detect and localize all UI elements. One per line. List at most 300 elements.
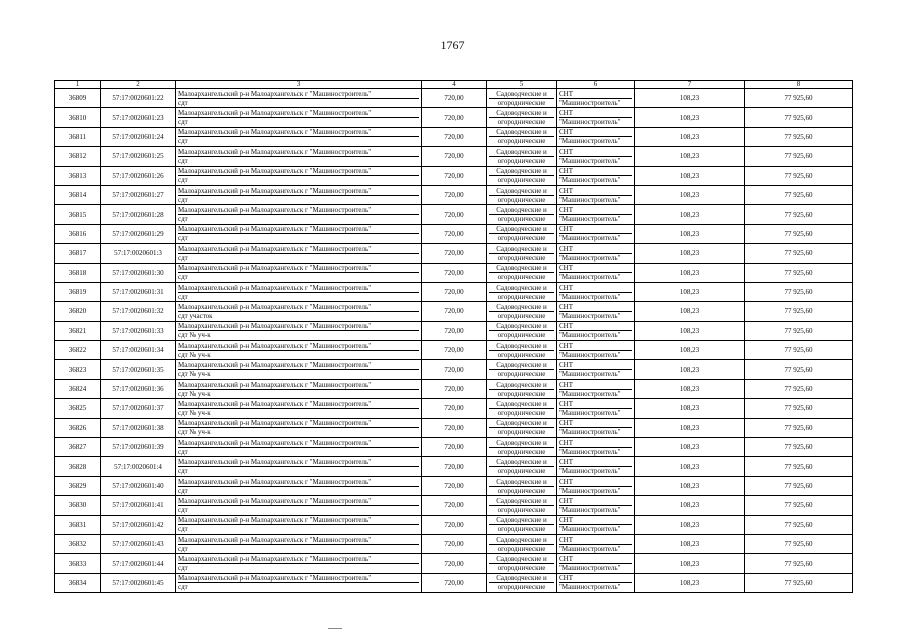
- land-use-cell: [487, 108, 557, 127]
- header-cell: 7: [635, 81, 745, 89]
- land-use-line-2: огороднические: [497, 370, 546, 379]
- rate-value: 108,23: [635, 379, 745, 398]
- address-cell: [176, 457, 422, 476]
- owner-cell: [557, 302, 635, 321]
- owner-line-1: СНТ: [559, 128, 632, 137]
- land-use-line-2: огороднические: [497, 544, 546, 553]
- row-number: 36829: [55, 476, 101, 495]
- address-line: Малоархангельский р-н Малоархангельск г "Машиностроитель": [178, 574, 419, 583]
- table-row: [55, 321, 853, 340]
- address-detail: сдт: [178, 137, 188, 146]
- land-use-line-1: Садоводческие и: [489, 478, 554, 487]
- owner-cell: [557, 438, 635, 457]
- address-detail: сдт № уч-к: [178, 408, 211, 417]
- owner-line-2: "Машиностроитель": [559, 273, 621, 282]
- table-row: [55, 418, 853, 437]
- row-number: 36831: [55, 515, 101, 534]
- cadastral-number: 57:17:0020601:35: [101, 360, 176, 379]
- area-value: 720,00: [422, 127, 487, 146]
- table-row: [55, 554, 853, 573]
- land-use-line-2: огороднические: [497, 253, 546, 262]
- land-use-line-2: огороднические: [497, 176, 546, 185]
- owner-cell: [557, 341, 635, 360]
- owner-line-1: СНТ: [559, 342, 632, 351]
- land-use-line-2: огороднические: [497, 195, 546, 204]
- rate-value: 108,23: [635, 360, 745, 379]
- land-use-cell: [487, 185, 557, 204]
- rate-value: 108,23: [635, 515, 745, 534]
- owner-line-1: СНТ: [559, 419, 632, 428]
- cadastral-value: 77 925,60: [745, 360, 853, 379]
- land-use-line-1: Садоводческие и: [489, 322, 554, 331]
- area-value: 720,00: [422, 166, 487, 185]
- owner-line-1: СНТ: [559, 187, 632, 196]
- owner-line-2: "Машиностроитель": [559, 408, 621, 417]
- owner-line-1: СНТ: [559, 478, 632, 487]
- header-cell: 2: [101, 81, 176, 89]
- address-line: Малоархангельский р-н Малоархангельск г "Машиностроитель": [178, 167, 419, 176]
- cadastral-value: 77 925,60: [745, 554, 853, 573]
- land-use-cell: [487, 457, 557, 476]
- header-row: [55, 81, 853, 89]
- area-value: 720,00: [422, 573, 487, 592]
- cadastral-number: 57:17:0020601:26: [101, 166, 176, 185]
- row-number: 36822: [55, 341, 101, 360]
- owner-line-1: СНТ: [559, 284, 632, 293]
- area-value: 720,00: [422, 224, 487, 243]
- cadastral-value: 77 925,60: [745, 263, 853, 282]
- rate-value: 108,23: [635, 438, 745, 457]
- area-value: 720,00: [422, 399, 487, 418]
- owner-line-1: СНТ: [559, 322, 632, 331]
- owner-line-1: СНТ: [559, 516, 632, 525]
- cadastral-value: 77 925,60: [745, 534, 853, 553]
- address-detail: сдт: [178, 215, 188, 224]
- address-cell: [176, 244, 422, 263]
- cadastral-number: 57:17:0020601:42: [101, 515, 176, 534]
- row-number: 36818: [55, 263, 101, 282]
- address-detail: сдт: [178, 118, 188, 127]
- address-detail: сдт: [178, 525, 188, 534]
- cadastral-number: 57:17:0020601:45: [101, 573, 176, 592]
- land-use-line-2: огороднические: [497, 389, 546, 398]
- land-use-line-1: Садоводческие и: [489, 284, 554, 293]
- land-use-cell: [487, 205, 557, 224]
- address-detail: сдт № уч-к: [178, 389, 211, 398]
- owner-line-1: СНТ: [559, 400, 632, 409]
- address-detail: сдт: [178, 273, 188, 282]
- address-detail: сдт: [178, 486, 188, 495]
- cadastral-number: 57:17:0020601:33: [101, 321, 176, 340]
- land-use-line-1: Садоводческие и: [489, 148, 554, 157]
- land-use-line-1: Садоводческие и: [489, 90, 554, 99]
- owner-line-1: СНТ: [559, 497, 632, 506]
- address-detail: сдт: [178, 253, 188, 262]
- table-row: [55, 224, 853, 243]
- cadastral-value: 77 925,60: [745, 166, 853, 185]
- owner-cell: [557, 147, 635, 166]
- table-row: [55, 573, 853, 592]
- owner-cell: [557, 573, 635, 592]
- address-line: Малоархангельский р-н Малоархангельск г "Машиностроитель": [178, 284, 419, 293]
- header-cell: 1: [55, 81, 101, 89]
- table-row: [55, 263, 853, 282]
- cadastral-number: 57:17:0020601:40: [101, 476, 176, 495]
- address-line: Малоархангельский р-н Малоархангельск г "Машиностроитель": [178, 109, 419, 118]
- address-detail: сдт № уч-к: [178, 331, 211, 340]
- address-detail: сдт № уч-к: [178, 428, 211, 437]
- area-value: 720,00: [422, 496, 487, 515]
- land-use-line-2: огороднические: [497, 331, 546, 340]
- land-use-line-1: Садоводческие и: [489, 458, 554, 467]
- land-use-line-2: огороднические: [497, 215, 546, 224]
- land-use-line-1: Садоводческие и: [489, 264, 554, 273]
- row-number: 36814: [55, 185, 101, 204]
- rate-value: 108,23: [635, 282, 745, 301]
- cadastral-value: 77 925,60: [745, 127, 853, 146]
- land-use-line-2: огороднические: [497, 408, 546, 417]
- land-use-line-1: Садоводческие и: [489, 419, 554, 428]
- land-use-cell: [487, 302, 557, 321]
- area-value: 720,00: [422, 360, 487, 379]
- owner-line-2: "Машиностроитель": [559, 467, 621, 476]
- area-value: 720,00: [422, 534, 487, 553]
- rate-value: 108,23: [635, 244, 745, 263]
- row-number: 36819: [55, 282, 101, 301]
- cadastral-value: 77 925,60: [745, 341, 853, 360]
- owner-line-1: СНТ: [559, 206, 632, 215]
- land-use-line-1: Садоводческие и: [489, 400, 554, 409]
- rate-value: 108,23: [635, 457, 745, 476]
- header-cell: 3: [176, 81, 422, 89]
- area-value: 720,00: [422, 147, 487, 166]
- owner-line-1: СНТ: [559, 148, 632, 157]
- address-line: Малоархангельский р-н Малоархангельск г "Машиностроитель": [178, 555, 419, 564]
- cadastral-value: 77 925,60: [745, 108, 853, 127]
- address-cell: [176, 282, 422, 301]
- owner-line-2: "Машиностроитель": [559, 292, 621, 301]
- rate-value: 108,23: [635, 321, 745, 340]
- cadastral-number: 57:17:0020601:41: [101, 496, 176, 515]
- area-value: 720,00: [422, 476, 487, 495]
- row-number: 36827: [55, 438, 101, 457]
- land-use-cell: [487, 263, 557, 282]
- owner-line-2: "Машиностроитель": [559, 253, 621, 262]
- land-use-line-1: Садоводческие и: [489, 381, 554, 390]
- land-use-line-1: Садоводческие и: [489, 303, 554, 312]
- address-line: Малоархангельский р-н Малоархангельск г "Машиностроитель": [178, 361, 419, 370]
- owner-line-1: СНТ: [559, 381, 632, 390]
- rate-value: 108,23: [635, 418, 745, 437]
- address-detail: сдт: [178, 98, 188, 107]
- owner-line-1: СНТ: [559, 245, 632, 254]
- land-use-line-1: Садоводческие и: [489, 342, 554, 351]
- land-use-line-2: огороднические: [497, 583, 546, 592]
- address-line: Малоархангельский р-н Малоархангельск г "Машиностроитель": [178, 187, 419, 196]
- land-use-cell: [487, 496, 557, 515]
- address-detail: сдт № уч-к: [178, 370, 211, 379]
- area-value: 720,00: [422, 205, 487, 224]
- rate-value: 108,23: [635, 185, 745, 204]
- owner-line-2: "Машиностроитель": [559, 428, 621, 437]
- land-use-cell: [487, 282, 557, 301]
- address-line: Малоархангельский р-н Малоархангельск г "Машиностроитель": [178, 478, 419, 487]
- owner-line-2: "Машиностроитель": [559, 137, 621, 146]
- rate-value: 108,23: [635, 534, 745, 553]
- cadastral-value: 77 925,60: [745, 418, 853, 437]
- table-row: [55, 205, 853, 224]
- owner-cell: [557, 360, 635, 379]
- address-detail: сдт № уч-к: [178, 350, 211, 359]
- table-row: [55, 379, 853, 398]
- land-use-line-2: огороднические: [497, 234, 546, 243]
- rate-value: 108,23: [635, 224, 745, 243]
- land-use-line-1: Садоводческие и: [489, 128, 554, 137]
- address-detail: сдт: [178, 234, 188, 243]
- owner-line-1: СНТ: [559, 574, 632, 583]
- owner-cell: [557, 185, 635, 204]
- address-line: Малоархангельский р-н Малоархангельск г "Машиностроитель": [178, 342, 419, 351]
- rate-value: 108,23: [635, 341, 745, 360]
- area-value: 720,00: [422, 341, 487, 360]
- row-number: 36828: [55, 457, 101, 476]
- land-use-cell: [487, 147, 557, 166]
- owner-line-2: "Машиностроитель": [559, 370, 621, 379]
- land-use-cell: [487, 573, 557, 592]
- address-cell: [176, 302, 422, 321]
- cadastral-number: 57:17:0020601:23: [101, 108, 176, 127]
- rate-value: 108,23: [635, 166, 745, 185]
- header-cell: 4: [422, 81, 487, 89]
- land-use-line-1: Садоводческие и: [489, 245, 554, 254]
- cadastral-value: 77 925,60: [745, 573, 853, 592]
- address-cell: [176, 89, 422, 108]
- owner-line-2: "Машиностроитель": [559, 176, 621, 185]
- table-row: [55, 282, 853, 301]
- address-cell: [176, 476, 422, 495]
- owner-cell: [557, 379, 635, 398]
- table-row: [55, 515, 853, 534]
- table-row: [55, 457, 853, 476]
- scan-mark: [328, 628, 342, 629]
- land-use-line-1: Садоводческие и: [489, 555, 554, 564]
- row-number: 36811: [55, 127, 101, 146]
- header-cell: 8: [745, 81, 853, 89]
- land-use-cell: [487, 399, 557, 418]
- area-value: 720,00: [422, 379, 487, 398]
- table-row: [55, 244, 853, 263]
- cadastral-number: 57:17:0020601:22: [101, 89, 176, 108]
- row-number: 36824: [55, 379, 101, 398]
- land-use-line-2: огороднические: [497, 525, 546, 534]
- address-cell: [176, 534, 422, 553]
- area-value: 720,00: [422, 302, 487, 321]
- land-use-cell: [487, 321, 557, 340]
- land-use-line-2: огороднические: [497, 118, 546, 127]
- address-line: Малоархангельский р-н Малоархангельск г "Машиностроитель": [178, 206, 419, 215]
- owner-line-2: "Машиностроитель": [559, 389, 621, 398]
- land-use-line-1: Садоводческие и: [489, 574, 554, 583]
- cadastral-number: 57:17:0020601:27: [101, 185, 176, 204]
- land-use-cell: [487, 224, 557, 243]
- owner-cell: [557, 476, 635, 495]
- table-row: [55, 108, 853, 127]
- land-use-line-2: огороднические: [497, 350, 546, 359]
- header-cell: 5: [487, 81, 557, 89]
- cadastral-number: 57:17:0020601:39: [101, 438, 176, 457]
- address-cell: [176, 263, 422, 282]
- owner-cell: [557, 457, 635, 476]
- cadastral-number: 57:17:0020601:34: [101, 341, 176, 360]
- address-cell: [176, 166, 422, 185]
- address-detail: сдт: [178, 176, 188, 185]
- land-use-line-1: Садоводческие и: [489, 109, 554, 118]
- address-cell: [176, 515, 422, 534]
- owner-line-1: СНТ: [559, 303, 632, 312]
- land-use-cell: [487, 476, 557, 495]
- owner-cell: [557, 496, 635, 515]
- row-number: 36833: [55, 554, 101, 573]
- row-number: 36809: [55, 89, 101, 108]
- owner-line-2: "Машиностроитель": [559, 311, 621, 320]
- land-use-line-2: огороднические: [497, 292, 546, 301]
- rate-value: 108,23: [635, 302, 745, 321]
- address-cell: [176, 108, 422, 127]
- address-line: Малоархангельский р-н Малоархангельск г "Машиностроитель": [178, 400, 419, 409]
- land-use-line-1: Садоводческие и: [489, 439, 554, 448]
- owner-line-2: "Машиностроитель": [559, 447, 621, 456]
- row-number: 36826: [55, 418, 101, 437]
- land-use-line-1: Садоводческие и: [489, 206, 554, 215]
- land-use-line-1: Садоводческие и: [489, 167, 554, 176]
- address-cell: [176, 147, 422, 166]
- land-use-line-2: огороднические: [497, 447, 546, 456]
- address-detail: сдт: [178, 467, 188, 476]
- table-row: [55, 341, 853, 360]
- register-table: [54, 80, 853, 593]
- land-use-cell: [487, 360, 557, 379]
- area-value: 720,00: [422, 554, 487, 573]
- owner-cell: [557, 108, 635, 127]
- table-row: [55, 438, 853, 457]
- area-value: 720,00: [422, 244, 487, 263]
- owner-cell: [557, 224, 635, 243]
- area-value: 720,00: [422, 438, 487, 457]
- table-row: [55, 89, 853, 108]
- cadastral-value: 77 925,60: [745, 321, 853, 340]
- land-use-line-2: огороднические: [497, 505, 546, 514]
- cadastral-value: 77 925,60: [745, 89, 853, 108]
- rate-value: 108,23: [635, 147, 745, 166]
- owner-line-2: "Машиностроитель": [559, 215, 621, 224]
- owner-line-2: "Машиностроитель": [559, 331, 621, 340]
- row-number: 36810: [55, 108, 101, 127]
- row-number: 36821: [55, 321, 101, 340]
- owner-line-2: "Машиностроитель": [559, 505, 621, 514]
- cadastral-number: 57:17:0020601:4: [101, 457, 176, 476]
- owner-line-2: "Машиностроитель": [559, 544, 621, 553]
- address-detail: сдт: [178, 583, 188, 592]
- table-row: [55, 185, 853, 204]
- owner-line-2: "Машиностроитель": [559, 486, 621, 495]
- address-line: Малоархангельский р-н Малоархангельск г "Машиностроитель": [178, 148, 419, 157]
- row-number: 36812: [55, 147, 101, 166]
- area-value: 720,00: [422, 457, 487, 476]
- area-value: 720,00: [422, 263, 487, 282]
- area-value: 720,00: [422, 282, 487, 301]
- area-value: 720,00: [422, 108, 487, 127]
- cadastral-number: 57:17:0020601:28: [101, 205, 176, 224]
- address-detail: сдт: [178, 447, 188, 456]
- row-number: 36830: [55, 496, 101, 515]
- owner-cell: [557, 244, 635, 263]
- owner-line-2: "Машиностроитель": [559, 234, 621, 243]
- rate-value: 108,23: [635, 127, 745, 146]
- cadastral-value: 77 925,60: [745, 205, 853, 224]
- cadastral-value: 77 925,60: [745, 379, 853, 398]
- address-line: Малоархангельский р-н Малоархангельск г "Машиностроитель": [178, 322, 419, 331]
- owner-cell: [557, 205, 635, 224]
- address-detail: сдт: [178, 292, 188, 301]
- table-body: [55, 89, 853, 593]
- land-use-cell: [487, 438, 557, 457]
- address-detail: сдт: [178, 156, 188, 165]
- row-number: 36815: [55, 205, 101, 224]
- address-line: Малоархангельский р-н Малоархангельск г "Машиностроитель": [178, 516, 419, 525]
- owner-cell: [557, 554, 635, 573]
- row-number: 36820: [55, 302, 101, 321]
- rate-value: 108,23: [635, 554, 745, 573]
- address-cell: [176, 379, 422, 398]
- owner-line-1: СНТ: [559, 536, 632, 545]
- address-cell: [176, 185, 422, 204]
- header-cell: 6: [557, 81, 635, 89]
- cadastral-value: 77 925,60: [745, 438, 853, 457]
- rate-value: 108,23: [635, 263, 745, 282]
- land-use-line-1: Садоводческие и: [489, 536, 554, 545]
- land-use-cell: [487, 89, 557, 108]
- cadastral-value: 77 925,60: [745, 457, 853, 476]
- address-detail: сдт: [178, 195, 188, 204]
- land-use-line-1: Садоводческие и: [489, 225, 554, 234]
- address-detail: сдт: [178, 544, 188, 553]
- land-use-line-2: огороднические: [497, 486, 546, 495]
- area-value: 720,00: [422, 185, 487, 204]
- cadastral-number: 57:17:0020601:44: [101, 554, 176, 573]
- land-use-cell: [487, 554, 557, 573]
- row-number: 36825: [55, 399, 101, 418]
- land-use-line-2: огороднические: [497, 564, 546, 573]
- table-row: [55, 360, 853, 379]
- table-row: [55, 147, 853, 166]
- land-use-line-1: Садоводческие и: [489, 187, 554, 196]
- cadastral-number: 57:17:0020601:24: [101, 127, 176, 146]
- land-use-line-1: Садоводческие и: [489, 361, 554, 370]
- address-line: Малоархангельский р-н Малоархангельск г "Машиностроитель": [178, 303, 419, 312]
- rate-value: 108,23: [635, 89, 745, 108]
- cadastral-number: 57:17:0020601:38: [101, 418, 176, 437]
- address-cell: [176, 418, 422, 437]
- address-cell: [176, 224, 422, 243]
- table-row: [55, 302, 853, 321]
- owner-cell: [557, 534, 635, 553]
- cadastral-value: 77 925,60: [745, 224, 853, 243]
- owner-cell: [557, 399, 635, 418]
- land-use-cell: [487, 244, 557, 263]
- owner-line-1: СНТ: [559, 555, 632, 564]
- table-row: [55, 399, 853, 418]
- address-detail: сдт: [178, 564, 188, 573]
